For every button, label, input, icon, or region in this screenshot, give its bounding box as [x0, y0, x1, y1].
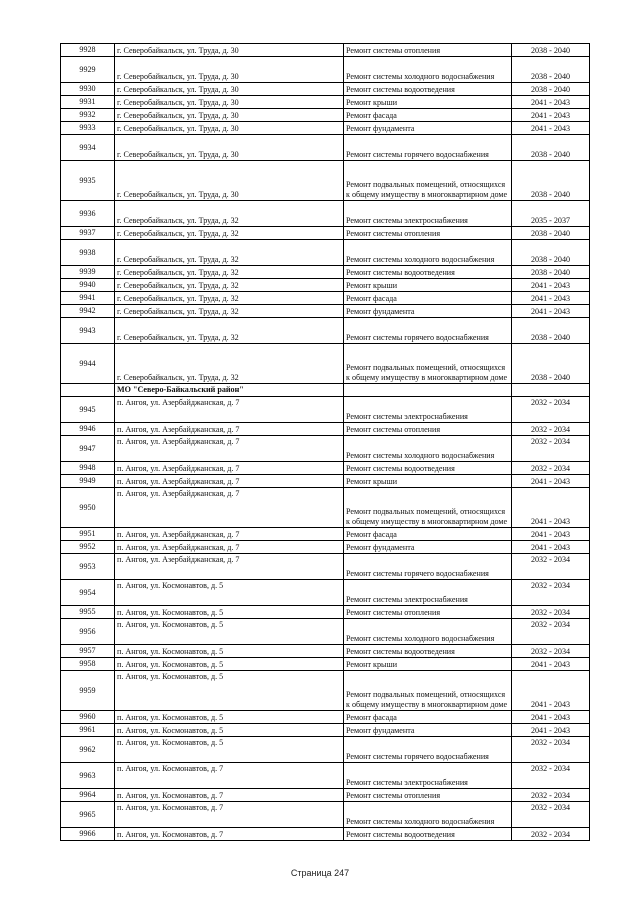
row-address: п. Ангоя, ул. Космонавтов, д. 5: [115, 619, 344, 645]
row-period: 2038 - 2040: [512, 344, 590, 384]
row-period: 2041 - 2043: [512, 488, 590, 528]
row-number: 9938: [61, 240, 115, 266]
row-period: 2032 - 2034: [512, 828, 590, 841]
row-number: 9929: [61, 57, 115, 83]
table-row: [61, 724, 590, 737]
row-work-type: Ремонт фундамента: [344, 724, 512, 737]
row-address: г. Северобайкальск, ул. Труда, д. 32: [115, 279, 344, 292]
table-row: [61, 266, 590, 279]
row-work-type: Ремонт фасада: [344, 109, 512, 122]
row-work-type: Ремонт фасада: [344, 292, 512, 305]
table-row: [61, 423, 590, 436]
row-address: г. Северобайкальск, ул. Труда, д. 32: [115, 201, 344, 227]
row-address: г. Северобайкальск, ул. Труда, д. 30: [115, 57, 344, 83]
row-period: 2038 - 2040: [512, 318, 590, 344]
row-work-type: Ремонт системы отопления: [344, 44, 512, 57]
row-period: 2041 - 2043: [512, 658, 590, 671]
row-address: г. Северобайкальск, ул. Труда, д. 32: [115, 227, 344, 240]
row-period: 2032 - 2034: [512, 397, 590, 423]
row-period: 2032 - 2034: [512, 645, 590, 658]
row-address: г. Северобайкальск, ул. Труда, д. 30: [115, 44, 344, 57]
row-number: 9936: [61, 201, 115, 227]
row-work-type: Ремонт системы холодного водоснабжения: [344, 619, 512, 645]
row-address: г. Северобайкальск, ул. Труда, д. 30: [115, 96, 344, 109]
row-number: 9966: [61, 828, 115, 841]
row-address: г. Северобайкальск, ул. Труда, д. 30: [115, 161, 344, 201]
row-number: 9963: [61, 763, 115, 789]
row-work-type: Ремонт подвальных помещений, относящихся к общему имуществу в многоквартирном доме: [344, 671, 512, 711]
row-number: 9945: [61, 397, 115, 423]
row-number: 9950: [61, 488, 115, 528]
row-address: п. Ангоя, ул. Космонавтов, д. 5: [115, 658, 344, 671]
table-row: [61, 344, 590, 384]
row-number: 9942: [61, 305, 115, 318]
row-period: 2038 - 2040: [512, 266, 590, 279]
row-address: г. Северобайкальск, ул. Труда, д. 30: [115, 83, 344, 96]
table-row: [61, 606, 590, 619]
row-period: 2032 - 2034: [512, 580, 590, 606]
row-address: г. Северобайкальск, ул. Труда, д. 32: [115, 292, 344, 305]
row-period: 2032 - 2034: [512, 462, 590, 475]
row-address: п. Ангоя, ул. Космонавтов, д. 7: [115, 828, 344, 841]
row-work-type: Ремонт системы холодного водоснабжения: [344, 436, 512, 462]
table-row: [61, 83, 590, 96]
row-work-type: Ремонт системы горячего водоснабжения: [344, 554, 512, 580]
row-work-type: Ремонт системы водоотведения: [344, 828, 512, 841]
row-work-type: Ремонт системы холодного водоснабжения: [344, 57, 512, 83]
table-row: [61, 541, 590, 554]
table-row: [61, 711, 590, 724]
row-number: 9931: [61, 96, 115, 109]
row-address: п. Ангоя, ул. Азербайджанская, д. 7: [115, 488, 344, 528]
table-row: [61, 554, 590, 580]
table-row: [61, 528, 590, 541]
row-work-type: Ремонт крыши: [344, 96, 512, 109]
row-work-type: Ремонт фасада: [344, 528, 512, 541]
row-work-type: Ремонт системы горячего водоснабжения: [344, 318, 512, 344]
table-row: [61, 279, 590, 292]
row-address: п. Ангоя, ул. Азербайджанская, д. 7: [115, 423, 344, 436]
row-period: 2041 - 2043: [512, 109, 590, 122]
row-period: 2041 - 2043: [512, 305, 590, 318]
table-row: [61, 789, 590, 802]
row-number: 9952: [61, 541, 115, 554]
table-row: [61, 109, 590, 122]
row-number: 9960: [61, 711, 115, 724]
row-number: 9933: [61, 122, 115, 135]
row-period: 2032 - 2034: [512, 619, 590, 645]
row-number: 9957: [61, 645, 115, 658]
row-period: 2041 - 2043: [512, 96, 590, 109]
row-address: п. Ангоя, ул. Космонавтов, д. 7: [115, 763, 344, 789]
row-number: 9947: [61, 436, 115, 462]
row-work-type: Ремонт системы горячего водоснабжения: [344, 737, 512, 763]
row-work-type: Ремонт фундамента: [344, 122, 512, 135]
row-work-type: Ремонт системы отопления: [344, 423, 512, 436]
row-work-type: Ремонт системы водоотведения: [344, 462, 512, 475]
row-address: п. Ангоя, ул. Азербайджанская, д. 7: [115, 397, 344, 423]
table-row: [61, 57, 590, 83]
table-row: [61, 763, 590, 789]
row-number: 9930: [61, 83, 115, 96]
row-work-type: Ремонт системы электроснабжения: [344, 201, 512, 227]
row-work-type: Ремонт системы холодного водоснабжения: [344, 802, 512, 828]
table-row: [61, 645, 590, 658]
row-work-type: Ремонт крыши: [344, 279, 512, 292]
table-row: [61, 580, 590, 606]
row-number: 9932: [61, 109, 115, 122]
row-work-type: Ремонт крыши: [344, 475, 512, 488]
row-period: 2041 - 2043: [512, 279, 590, 292]
table-row: [61, 802, 590, 828]
row-period: 2032 - 2034: [512, 737, 590, 763]
row-address: п. Ангоя, ул. Космонавтов, д. 5: [115, 724, 344, 737]
row-period: 2041 - 2043: [512, 528, 590, 541]
row-period: 2032 - 2034: [512, 423, 590, 436]
table-row: [61, 488, 590, 528]
row-address: п. Ангоя, ул. Космонавтов, д. 7: [115, 789, 344, 802]
row-work-type: Ремонт фундамента: [344, 305, 512, 318]
row-period: 2038 - 2040: [512, 57, 590, 83]
row-period: 2041 - 2043: [512, 292, 590, 305]
row-period: 2032 - 2034: [512, 802, 590, 828]
row-address: п. Ангоя, ул. Космонавтов, д. 5: [115, 737, 344, 763]
row-number: 9941: [61, 292, 115, 305]
row-period: 2038 - 2040: [512, 227, 590, 240]
row-work-type: Ремонт системы водоотведения: [344, 266, 512, 279]
table-row: [61, 96, 590, 109]
row-address: п. Ангоя, ул. Космонавтов, д. 5: [115, 645, 344, 658]
row-address: п. Ангоя, ул. Космонавтов, д. 5: [115, 606, 344, 619]
row-number: 9940: [61, 279, 115, 292]
row-period: 2032 - 2034: [512, 763, 590, 789]
row-work-type: Ремонт системы водоотведения: [344, 645, 512, 658]
row-address: п. Ангоя, ул. Космонавтов, д. 5: [115, 580, 344, 606]
row-work-type: Ремонт системы водоотведения: [344, 83, 512, 96]
row-address: г. Северобайкальск, ул. Труда, д. 30: [115, 122, 344, 135]
row-period: 2038 - 2040: [512, 135, 590, 161]
row-number: 9959: [61, 671, 115, 711]
row-address: г. Северобайкальск, ул. Труда, д. 32: [115, 266, 344, 279]
row-period: 2041 - 2043: [512, 475, 590, 488]
row-period: 2032 - 2034: [512, 554, 590, 580]
row-address: г. Северобайкальск, ул. Труда, д. 32: [115, 344, 344, 384]
row-address: п. Ангоя, ул. Азербайджанская, д. 7: [115, 436, 344, 462]
row-number: 9964: [61, 789, 115, 802]
table-row: [61, 122, 590, 135]
table-body-after: [61, 397, 590, 841]
row-period: 2038 - 2040: [512, 161, 590, 201]
row-address: п. Ангоя, ул. Космонавтов, д. 5: [115, 711, 344, 724]
table-row: [61, 658, 590, 671]
row-address: п. Ангоя, ул. Космонавтов, д. 7: [115, 802, 344, 828]
row-address: п. Ангоя, ул. Азербайджанская, д. 7: [115, 554, 344, 580]
row-number: 9958: [61, 658, 115, 671]
row-period: 2041 - 2043: [512, 724, 590, 737]
row-number: 9955: [61, 606, 115, 619]
row-address: п. Ангоя, ул. Азербайджанская, д. 7: [115, 475, 344, 488]
row-work-type: Ремонт фасада: [344, 711, 512, 724]
row-number: 9934: [61, 135, 115, 161]
table-row: [61, 619, 590, 645]
row-number: 9937: [61, 227, 115, 240]
row-address: п. Ангоя, ул. Космонавтов, д. 5: [115, 671, 344, 711]
row-address: г. Северобайкальск, ул. Труда, д. 32: [115, 318, 344, 344]
section-heading-body: [61, 384, 590, 397]
row-work-type: Ремонт фундамента: [344, 541, 512, 554]
row-number: 9939: [61, 266, 115, 279]
table-row: [61, 828, 590, 841]
section-heading-row: [61, 384, 590, 397]
table-body-before: [61, 44, 590, 384]
row-work-type: Ремонт системы электроснабжения: [344, 397, 512, 423]
table-row: [61, 462, 590, 475]
row-number: 9956: [61, 619, 115, 645]
row-period: 2041 - 2043: [512, 711, 590, 724]
row-period: 2038 - 2040: [512, 240, 590, 266]
table-row: [61, 436, 590, 462]
row-period: 2041 - 2043: [512, 671, 590, 711]
row-period: 2041 - 2043: [512, 122, 590, 135]
table-row: [61, 292, 590, 305]
row-period: 2038 - 2040: [512, 44, 590, 57]
row-address: п. Ангоя, ул. Азербайджанская, д. 7: [115, 541, 344, 554]
row-address: г. Северобайкальск, ул. Труда, д. 30: [115, 135, 344, 161]
row-number: 9965: [61, 802, 115, 828]
section-heading: МО "Северо-Байкальский район": [115, 384, 344, 397]
row-number: 9953: [61, 554, 115, 580]
row-number: 9946: [61, 423, 115, 436]
section-heading-empty-cell: [344, 384, 512, 397]
table-row: [61, 318, 590, 344]
table-row: [61, 397, 590, 423]
row-work-type: Ремонт крыши: [344, 658, 512, 671]
row-number: 9935: [61, 161, 115, 201]
row-period: 2035 - 2037: [512, 201, 590, 227]
row-work-type: Ремонт подвальных помещений, относящихся к общему имуществу в многоквартирном доме: [344, 344, 512, 384]
row-period: 2032 - 2034: [512, 789, 590, 802]
table-row: [61, 305, 590, 318]
row-work-type: Ремонт системы отопления: [344, 606, 512, 619]
row-number: 9928: [61, 44, 115, 57]
table-row: [61, 240, 590, 266]
row-number: 9943: [61, 318, 115, 344]
row-work-type: Ремонт системы отопления: [344, 227, 512, 240]
row-number: 9961: [61, 724, 115, 737]
section-heading-empty-cell: [61, 384, 115, 397]
table-row: [61, 737, 590, 763]
table-row: [61, 161, 590, 201]
row-number: 9948: [61, 462, 115, 475]
repair-schedule-table: [60, 43, 590, 841]
row-address: г. Северобайкальск, ул. Труда, д. 32: [115, 305, 344, 318]
section-heading-empty-cell: [512, 384, 590, 397]
table-row: [61, 135, 590, 161]
table-row: [61, 201, 590, 227]
row-period: 2038 - 2040: [512, 83, 590, 96]
row-period: 2032 - 2034: [512, 436, 590, 462]
row-address: п. Ангоя, ул. Азербайджанская, д. 7: [115, 528, 344, 541]
row-address: г. Северобайкальск, ул. Труда, д. 32: [115, 240, 344, 266]
row-work-type: Ремонт системы электроснабжения: [344, 763, 512, 789]
row-address: п. Ангоя, ул. Азербайджанская, д. 7: [115, 462, 344, 475]
row-work-type: Ремонт системы электроснабжения: [344, 580, 512, 606]
row-work-type: Ремонт системы отопления: [344, 789, 512, 802]
row-number: 9944: [61, 344, 115, 384]
row-work-type: Ремонт подвальных помещений, относящихся к общему имуществу в многоквартирном доме: [344, 161, 512, 201]
table-row: [61, 44, 590, 57]
table-row: [61, 475, 590, 488]
row-number: 9962: [61, 737, 115, 763]
table-row: [61, 671, 590, 711]
page-footer: Страница 247: [290, 868, 350, 878]
row-address: г. Северобайкальск, ул. Труда, д. 30: [115, 109, 344, 122]
row-period: 2041 - 2043: [512, 541, 590, 554]
row-work-type: Ремонт подвальных помещений, относящихся к общему имуществу в многоквартирном доме: [344, 488, 512, 528]
row-work-type: Ремонт системы горячего водоснабжения: [344, 135, 512, 161]
table-row: [61, 227, 590, 240]
row-number: 9954: [61, 580, 115, 606]
row-work-type: Ремонт системы холодного водоснабжения: [344, 240, 512, 266]
row-period: 2032 - 2034: [512, 606, 590, 619]
row-number: 9949: [61, 475, 115, 488]
row-number: 9951: [61, 528, 115, 541]
